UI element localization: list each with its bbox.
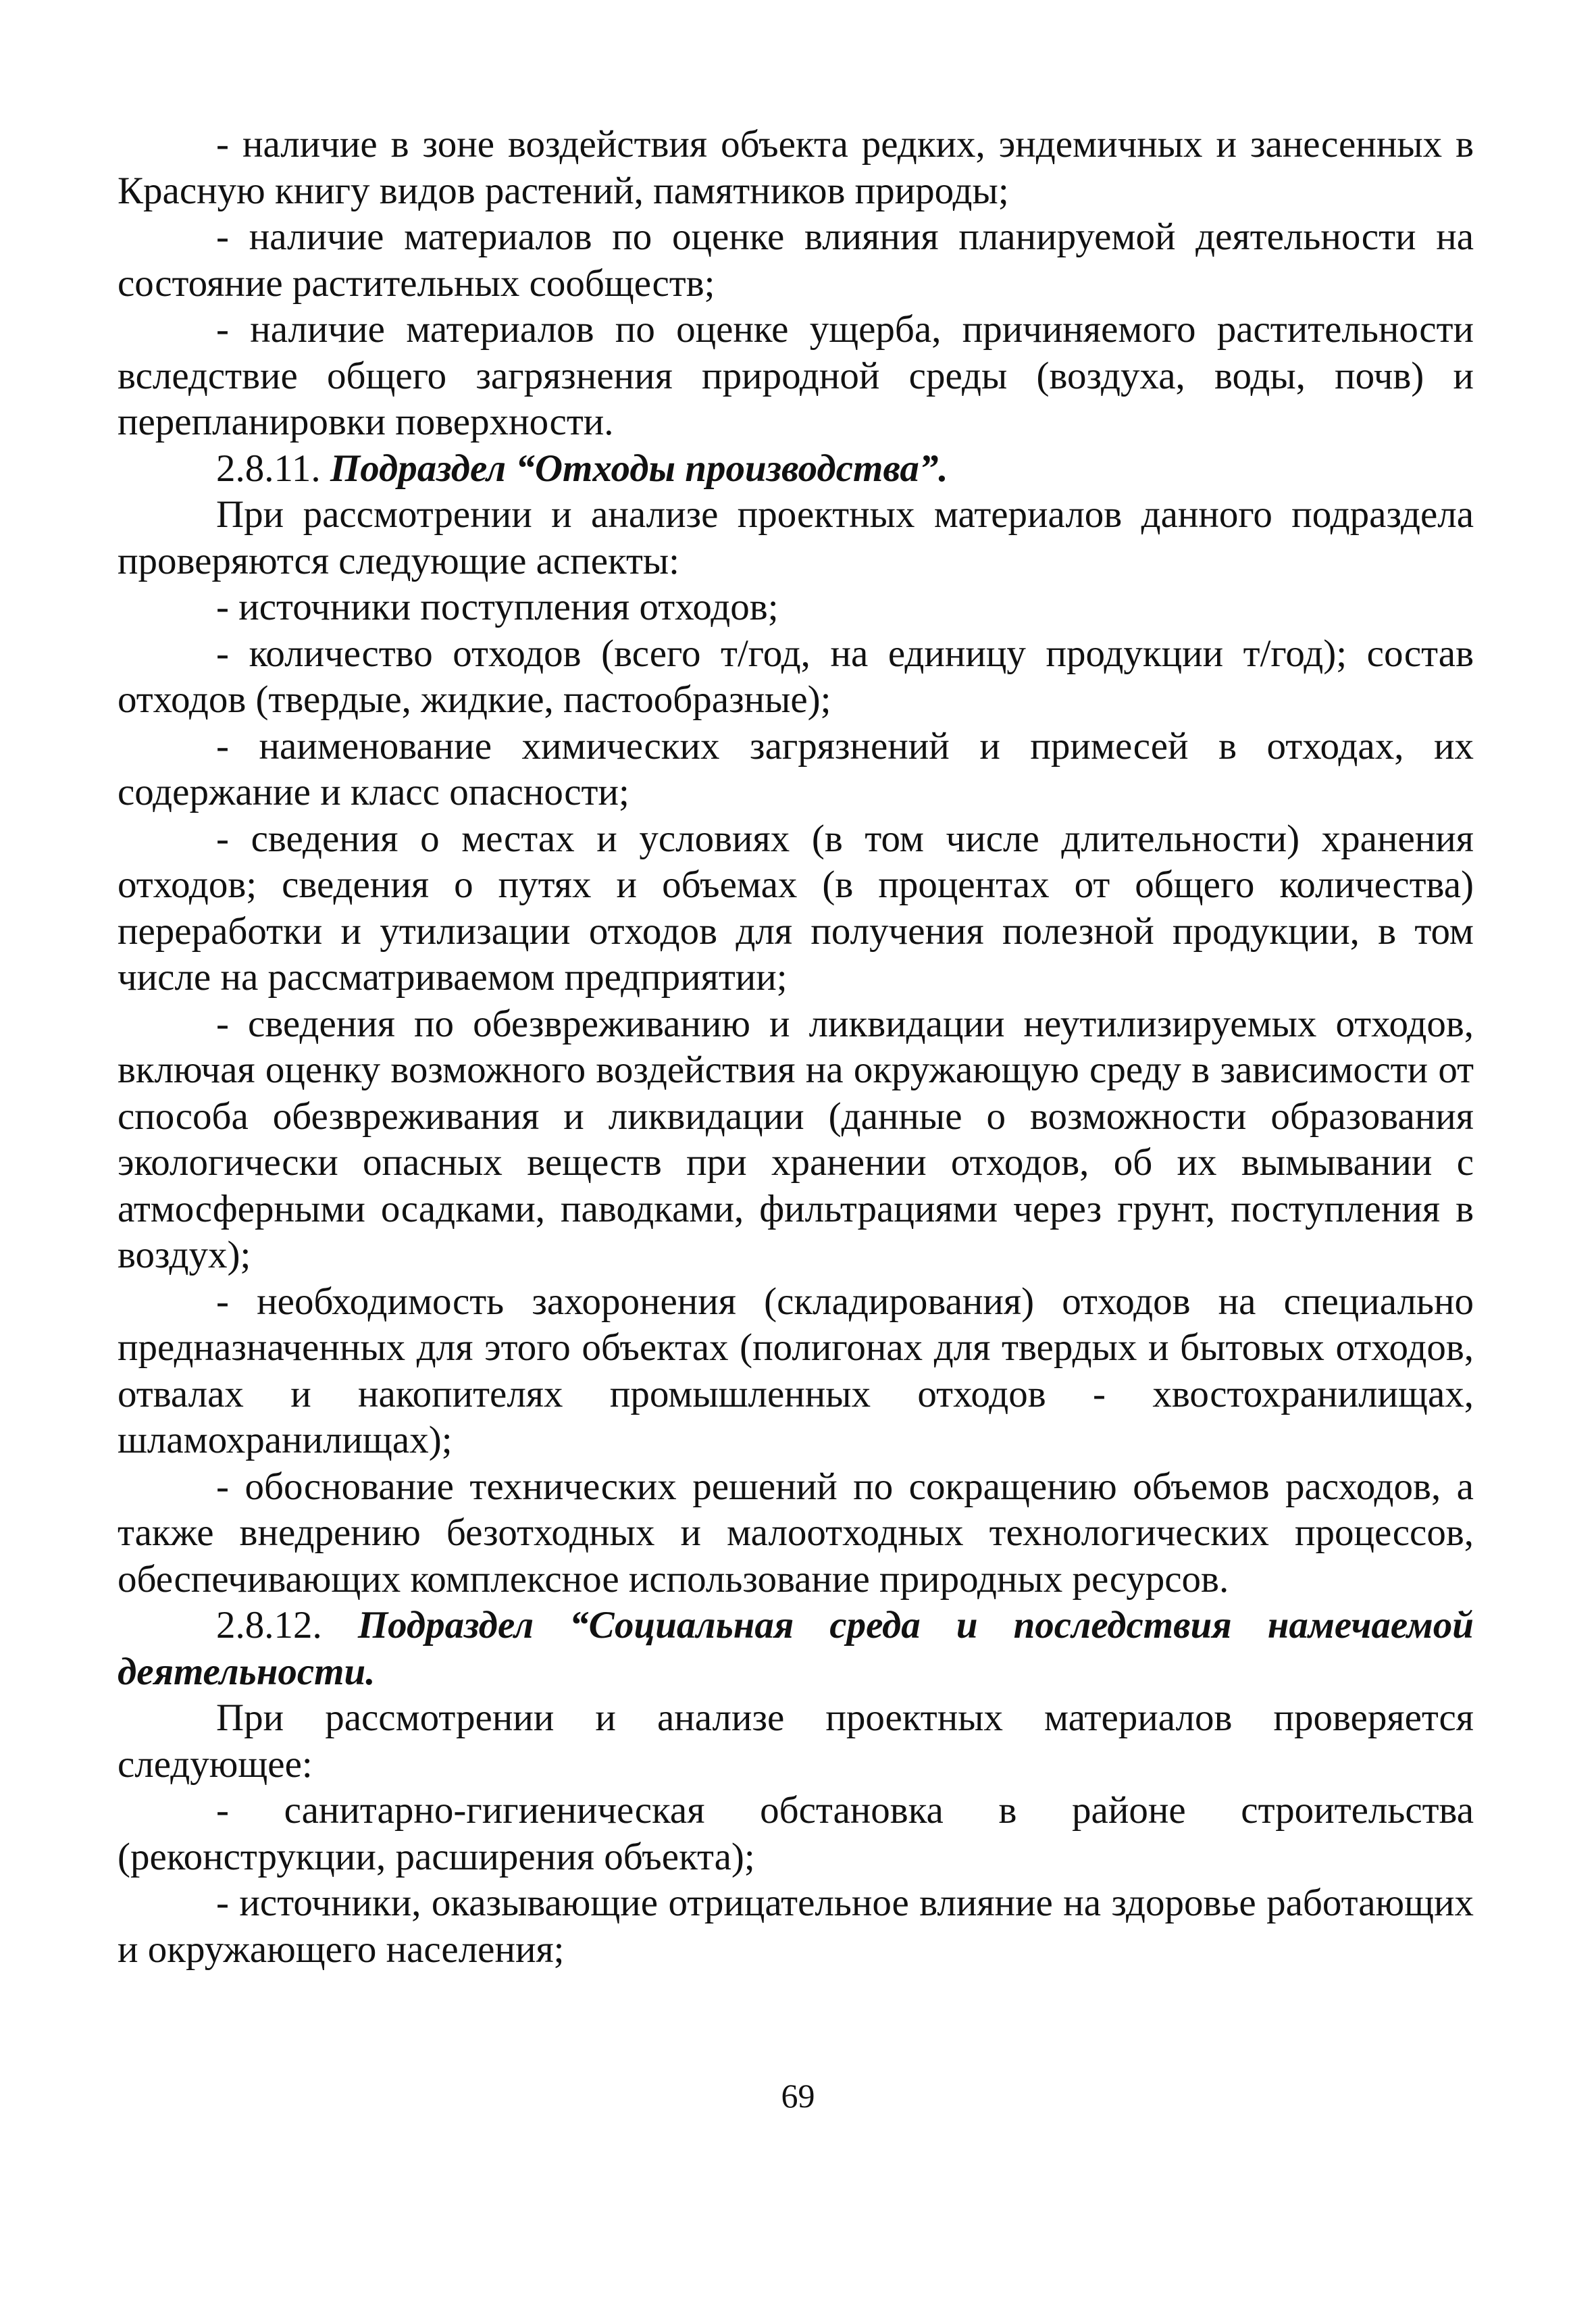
section-number: 2.8.11. bbox=[216, 447, 321, 490]
list-item-rare-plants: - наличие в зоне воздействия объекта редких, эндемичных и занесенных в Красную книгу видов растений, памятников природы; bbox=[118, 123, 1474, 212]
list-item-health-sources: - источники, оказывающие отрицательное влияние на здоровье работающих и окружающего населения; bbox=[118, 1882, 1474, 1971]
list-item-technical-solutions: - обоснование технических решений по сокращению объемов расходов, а также внедрению безотходных и малоотходных технологических процессов, обеспечивающих комплексное использование природных ресурсов. bbox=[118, 1465, 1474, 1601]
paragraph-intro-waste: При рассмотрении и анализе проектных материалов данного подраздела проверяются следующие аспекты: bbox=[118, 493, 1474, 582]
section-title: Подраздел “Отходы производства”. bbox=[330, 447, 948, 490]
paragraph-intro-social: При рассмотрении и анализе проектных материалов проверяется следующее: bbox=[118, 1696, 1474, 1786]
list-item-burial: - необходимость захоронения (складирования) отходов на специально предназначенных для этого объектах (полигонах для твердых и бытовых отходов, отвалах и накопителях промышленных отходов - хвостохранилищах, шламохранилищах); bbox=[118, 1280, 1474, 1461]
list-item-neutralization: - сведения по обезвреживанию и ликвидации неутилизируемых отходов, включая оценку возможного воздействия на окружающую среду в зависимости от способа обезвреживания и ликвидации (данные о возможности образования экологически опасных веществ при хранении отходов, об их вымывании с атмосферными осадками, паводками, фильтрациями через грунт, поступления в воздух); bbox=[118, 1002, 1474, 1276]
list-item-sanitary: - санитарно-гигиеническая обстановка в районе строительства (реконструкции, расширения объекта); bbox=[118, 1789, 1474, 1878]
list-item-storage-info: - сведения о местах и условиях (в том числе длительности) хранения отходов; сведения о путях и объемах (в процентах от общего количества) переработки и утилизации отходов для получения полезной продукции, в том числе на рассматриваемом предприятии; bbox=[118, 817, 1474, 999]
section-number: 2.8.12. bbox=[216, 1604, 322, 1646]
list-item-waste-quantity: - количество отходов (всего т/год, на единицу продукции т/год); состав отходов (твердые, жидкие, пастообразные); bbox=[118, 632, 1474, 721]
section-heading-social bbox=[118, 1603, 1474, 1695]
section-heading-waste bbox=[118, 446, 1474, 493]
list-item-impact-materials: - наличие материалов по оценке влияния планируемой деятельности на состояние растительных сообществ; bbox=[118, 216, 1474, 305]
list-item-damage-materials: - наличие материалов по оценке ущерба, причиняемого растительности вследствие общего загрязнения природной среды (воздуха, воды, почв) и перепланировки поверхности. bbox=[118, 308, 1474, 443]
list-item-waste-sources: - источники поступления отходов; bbox=[216, 586, 779, 628]
list-item-chemical-pollutants: - наименование химических загрязнений и примесей в отходах, их содержание и класс опасности; bbox=[118, 724, 1474, 813]
section-title: Подраздел “Социальная среда и последствия намечаемой деятельности. bbox=[118, 1604, 1474, 1693]
body-text bbox=[118, 122, 1474, 1973]
page-number: 69 bbox=[781, 2077, 815, 2115]
